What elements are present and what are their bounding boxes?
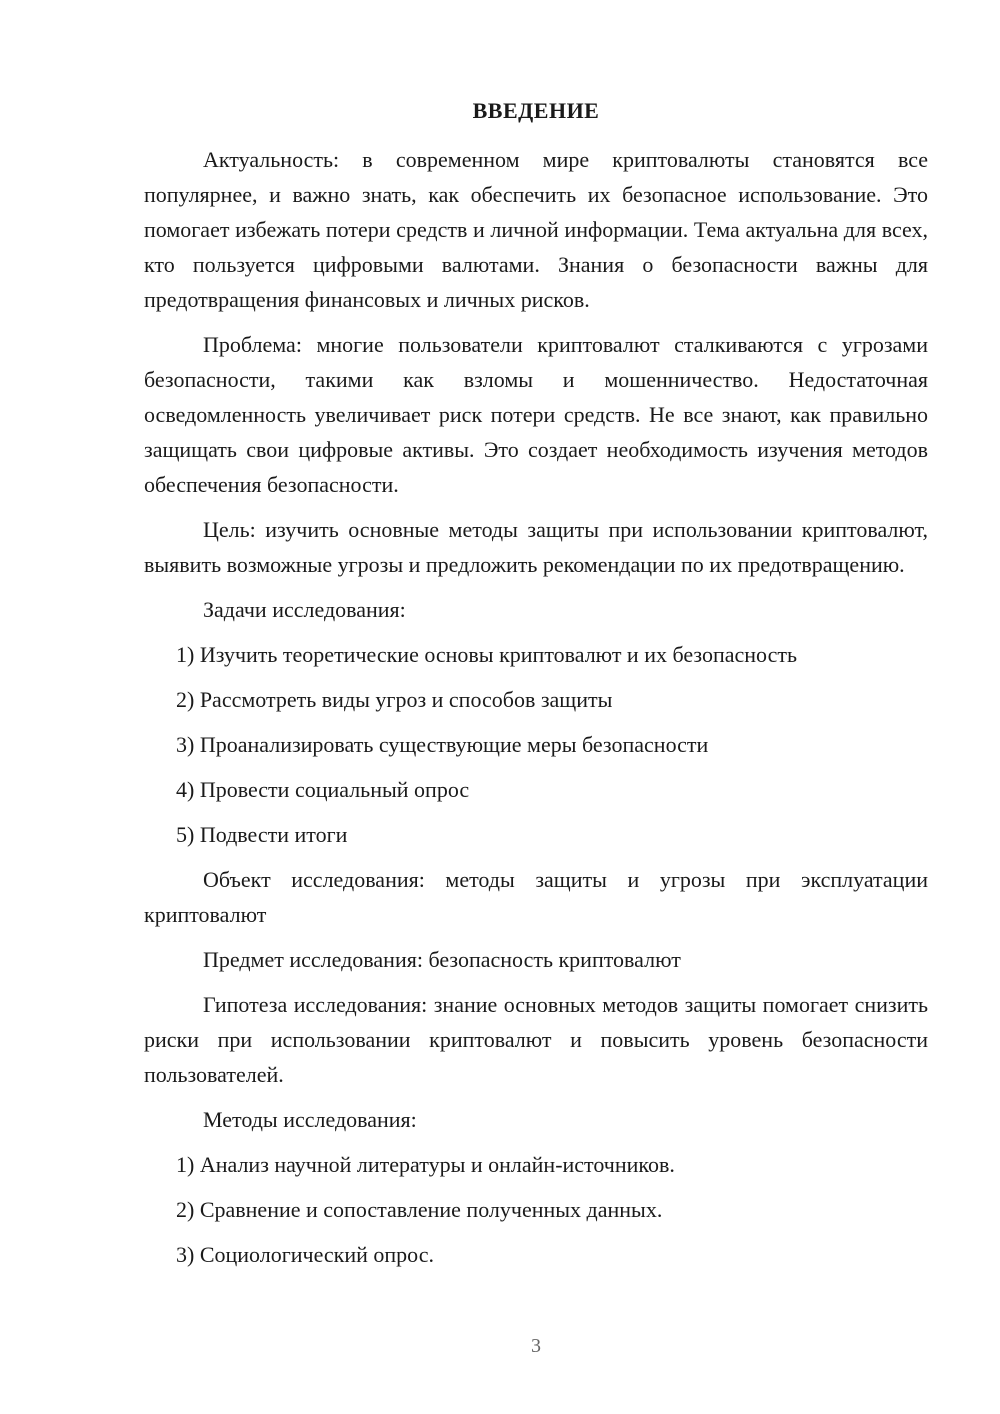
list-item: 3) Социологический опрос. (176, 1242, 434, 1267)
list-item: 4) Провести социальный опрос (176, 777, 470, 802)
relevance-paragraph: Актуальность: в современном мире криптовалюты становятся все популярнее, и важно знать, как обеспечить их безопасное использование. Это помогает избежать потери средств и личной информации. Тема актуальна для всех, кто пользуется цифровыми валютами. Знания о безопасности важны для предотвращения финансовых и личных рисков. (144, 147, 928, 312)
hypothesis-paragraph: Гипотеза исследования: знание основных методов защиты помогает снизить риски при использовании криптовалют и повысить уровень безопасности пользователей. (144, 992, 928, 1087)
problem-paragraph: Проблема: многие пользователи криптовалют сталкиваются с угрозами безопасности, такими как взломы и мошенничество. Недостаточная осведомленность увеличивает риск потери средств. Не все знают, как правильно защищать свои цифровые активы. Это создает необходимость изучения методов обеспечения безопасности. (144, 332, 928, 497)
list-item: 5) Подвести итоги (176, 822, 348, 847)
page-title: ВВЕДЕНИЕ (472, 98, 600, 123)
goal-paragraph: Цель: изучить основные методы защиты при использовании криптовалют, выявить возможные угрозы и предложить рекомендации по их предотвращению. (144, 517, 928, 577)
methods-list (144, 1147, 928, 1272)
page-number: 3 (531, 1335, 541, 1357)
list-item: 2) Сравнение и сопоставление полученных данных. (176, 1197, 663, 1222)
list-item: 1) Изучить теоретические основы криптовалют и их безопасность (176, 642, 798, 667)
tasks-heading: Задачи исследования: (203, 597, 406, 622)
tasks-list (144, 637, 928, 852)
methods-heading: Методы исследования: (203, 1107, 417, 1132)
list-item: 3) Проанализировать существующие меры безопасности (176, 732, 709, 757)
document-page (144, 96, 928, 1282)
object-paragraph: Объект исследования: методы защиты и угрозы при эксплуатации криптовалют (144, 867, 928, 927)
subject-paragraph: Предмет исследования: безопасность криптовалют (203, 947, 681, 972)
list-item: 2) Рассмотреть виды угроз и способов защиты (176, 687, 613, 712)
list-item: 1) Анализ научной литературы и онлайн-источников. (176, 1152, 675, 1177)
